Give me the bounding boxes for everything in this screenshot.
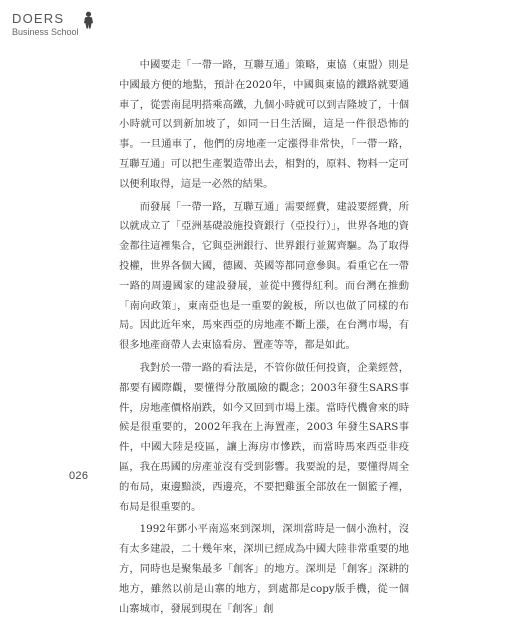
paragraph-3: 我對於一帶一路的看法是，不管你做任何投資，企業經營，都要有國際觀，要懂得分散風險的觀念；2003年發生SARS事件，房地產價格崩跌，如今又回到市場上漲。當時代機會來的時候是很重要的，2002年我在上海置產，2003 年發生SARS事件，中國大陸是疫區，讓上海房市慘跌，而當時馬來西亞非疫區，我在馬國的房產並沒有受到影響。我要說的是，要懂得周全的布局，東邊黯淡，西邊亮，不要把雞蛋全部放在一個籃子裡，布局是很重要的。 <box>119 361 409 513</box>
paragraph-4: 1992年鄧小平南巡來到深圳，深圳當時是一個小漁村，沒有太多建設，二十幾年來，深圳已經成為中國大陸非常重要的地方，同時也是聚集最多「創客」的地方。深圳是「創客」深耕的地方，雖然以前是山寨的地方，到處都是copy版手機，從一個山寨城市，發展到現在「創客」創 <box>119 523 409 615</box>
body-text <box>119 56 409 622</box>
brand-name: DOERS <box>12 11 65 26</box>
brand-subtitle: Business School <box>12 27 79 37</box>
publisher-logo <box>12 12 95 38</box>
page-number: 026 <box>69 470 89 482</box>
paragraph-1: 中國要走「一帶一路，互聯互通」策略，東協（東盟）則是中國最方便的地點，預計在2020年，中國與東協的鐵路就要通車了，從雲南昆明搭乘高鐵，九個小時就可以到吉隆坡了，十個小時就可以到新加坡了，如同一日生活圈，這是一件很恐怖的事。一旦通車了，他們的房地產一定漲得非常快，「一帶一路，互聯互通」可以把生產製造帶出去，相對的，原料、物料一定可以便利取得，這是一必然的結果。 <box>119 59 409 190</box>
figure-icon <box>82 11 95 33</box>
paragraph-2: 而發展「一帶一路，互聯互通」需要經費，建設要經費，所以就成立了「亞洲基礎設施投資銀行（亞投行）」，世界各地的資金都往這裡集合，它與亞洲銀行、世界銀行並駕齊驅。為了取得投權，世界各個大國，德國、英國等都同意參與。看重它在一帶一路的周邊國家的建設發展，並從中獲得紅利。而台灣在推動「南向政策」，東南亞也是一重要的銳板，所以也做了同樣的布局。因此近年來，馬來西亞的房地產不斷上漲，在台灣市場，有很多地產商帶人去東協看房、置產等等，都是如此。 <box>119 200 409 352</box>
logo-text-block <box>12 12 79 38</box>
